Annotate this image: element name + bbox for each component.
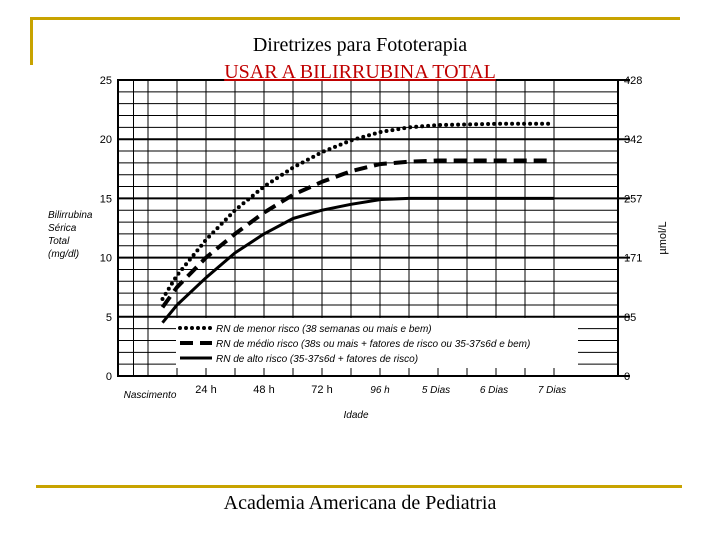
x-tick-label: Nascimento — [123, 390, 177, 401]
y-tick-label: 15 — [99, 193, 112, 206]
legend-label: RN de menor risco (38 semanas ou mais e bem) — [216, 324, 432, 335]
y-right-tick-label: 342 — [624, 134, 643, 147]
x-tick-label: 96 h — [370, 385, 390, 396]
chart-legend — [176, 318, 578, 368]
y-right-tick-label: 85 — [624, 311, 637, 324]
y-right-tick-label: 171 — [624, 252, 643, 265]
y-tick-label: 10 — [99, 252, 112, 265]
x-tick-label: 72 h — [311, 384, 333, 396]
x-tick-label: 7 Dias — [537, 385, 567, 396]
x-axis-title: Idade — [343, 410, 369, 421]
y-right-tick-label: 0 — [624, 371, 631, 383]
y-axis-title: Total — [48, 236, 70, 247]
y-right-axis-title: µmol/L — [657, 221, 669, 255]
page-subtitle: USAR A BILIRRUBINA TOTAL — [224, 61, 496, 83]
x-tick-label: 6 Dias — [479, 385, 509, 396]
y-tick-label: 5 — [105, 311, 112, 324]
x-tick-label: 5 Dias — [421, 385, 451, 396]
x-tick-label: 24 h — [195, 384, 217, 396]
x-tick-label: 48 h — [253, 384, 275, 396]
y-tick-label: 20 — [99, 134, 112, 147]
series-line-solid — [163, 198, 555, 322]
y-axis-title: (mg/dl) — [48, 249, 80, 260]
y-tick-label: 0 — [105, 371, 112, 383]
page-title: Diretrizes para Fototerapia — [252, 34, 468, 56]
y-tick-label: 25 — [99, 75, 112, 87]
y-axis-title: Bilirrubina — [48, 210, 93, 221]
footer-source: Academia Americana de Pediatria — [223, 492, 497, 514]
legend-label: RN de alto risco (35-37s6d + fatores de risco) — [216, 354, 419, 365]
series-line-dotted — [163, 124, 555, 299]
y-right-tick-label: 257 — [624, 193, 643, 206]
y-right-tick-label: 428 — [624, 75, 643, 87]
legend-label: RN de médio risco (38s ou mais + fatores de risco ou 35-37s6d e bem) — [216, 339, 531, 350]
y-axis-title: Sérica — [48, 223, 77, 234]
